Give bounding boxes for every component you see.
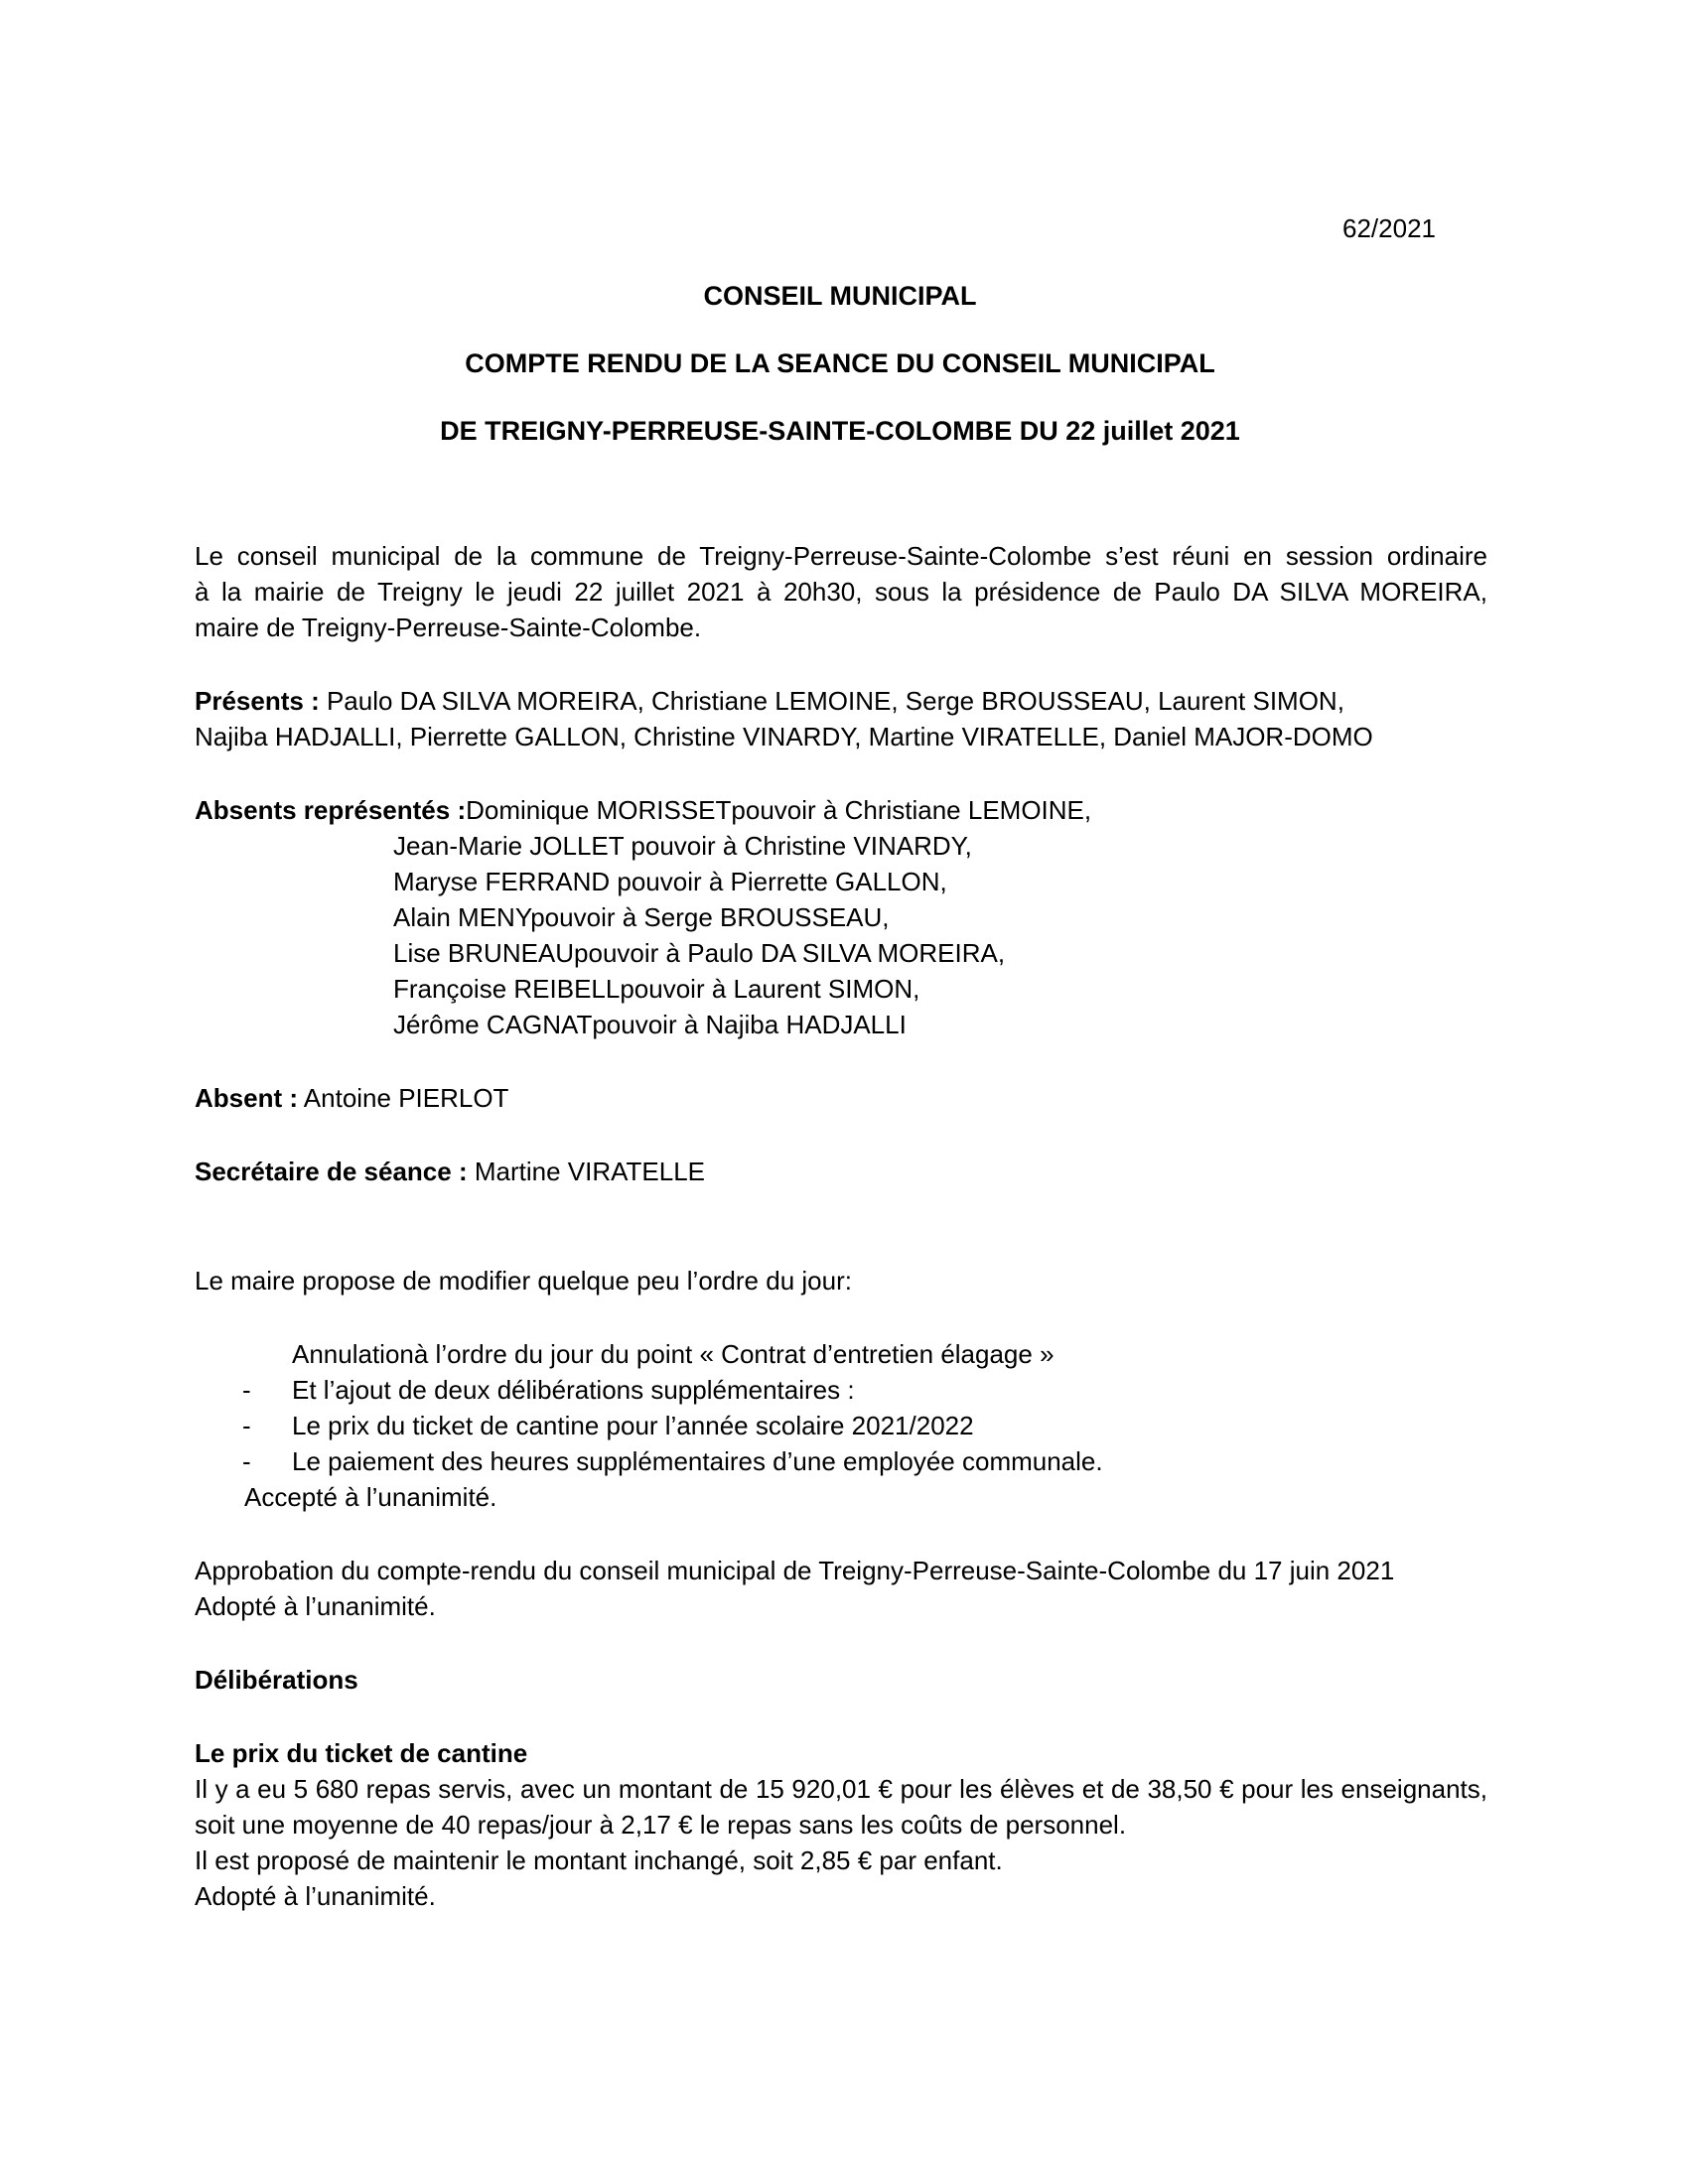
proxy-entry: Alain MENYpouvoir à Serge BROUSSEAU, <box>393 902 890 932</box>
presents-line <box>195 683 1487 719</box>
list-bullet <box>195 1336 292 1372</box>
secretaire-line <box>195 1154 1487 1189</box>
secretaire-name: Martine VIRATELLE <box>467 1157 706 1186</box>
absents-representes-line <box>195 792 1487 828</box>
absents-representes-label: Absents représentés : <box>195 795 467 825</box>
proxy-entry: Lise BRUNEAUpouvoir à Paulo DA SILVA MOREIRA, <box>393 938 1006 968</box>
deliberations-heading-text: Délibérations <box>195 1665 358 1695</box>
secretaire-label: Secrétaire de séance : <box>195 1157 468 1186</box>
agenda-list <box>195 1336 1487 1515</box>
absent-label: Absent : <box>195 1083 298 1113</box>
agenda-item-text: Annulationà l’ordre du jour du point « Contrat d’entretien élagage » <box>292 1339 1055 1369</box>
document-subtitle-date: DE TREIGNY-PERREUSE-SAINTE-COLOMBE DU 22 juillet 2021 <box>440 416 1240 446</box>
intro-line: à la mairie de Treigny le jeudi 22 juillet 2021 à 20h30, sous la présidence de Paulo DA SILVA MOREIRA, <box>195 577 1487 607</box>
presents-section <box>195 683 1487 754</box>
list-bullet: - <box>242 1375 251 1405</box>
proxy-entry: Jean-Marie JOLLET pouvoir à Christine VINARDY, <box>393 831 972 861</box>
agenda-item <box>195 1443 1487 1479</box>
absent-name: Antoine PIERLOT <box>298 1083 509 1113</box>
agenda-result: Accepté à l’unanimité. <box>244 1482 497 1512</box>
cantine-section <box>195 1735 1487 1914</box>
presents-line: Najiba HADJALLI, Pierrette GALLON, Christine VINARDY, Martine VIRATELLE, Daniel MAJOR-DOMO <box>195 722 1373 751</box>
approbation-result: Adopté à l’unanimité. <box>195 1591 436 1621</box>
deliberations-heading <box>195 1662 1487 1698</box>
cantine-heading <box>195 1735 1487 1771</box>
document-subtitle: COMPTE RENDU DE LA SEANCE DU CONSEIL MUNICIPAL <box>465 348 1215 378</box>
proxy-entry: Françoise REIBELLpouvoir à Laurent SIMON, <box>393 974 920 1004</box>
agenda-item <box>195 1372 1487 1408</box>
cantine-result: Adopté à l’unanimité. <box>195 1881 436 1911</box>
approbation-line: Approbation du compte-rendu du conseil municipal de Treigny-Perreuse-Sainte-Colombe du 17 juin 2021 <box>195 1556 1395 1585</box>
agenda-intro: Le maire propose de modifier quelque peu l’ordre du jour: <box>195 1266 852 1296</box>
presents-label: Présents : <box>195 686 320 716</box>
intro-line: maire de Treigny-Perreuse-Sainte-Colombe. <box>195 613 702 642</box>
presents-names: Paulo DA SILVA MOREIRA, Christiane LEMOINE, Serge BROUSSEAU, Laurent SIMON, <box>319 686 1344 716</box>
intro-paragraph <box>195 538 1487 645</box>
cantine-paragraph: Il y a eu 5 680 repas servis, avec un montant de 15 920,01 € pour les élèves et de 38,50 € pour les enseignants, soit une moyenne de 40 repas/jour à 2,17 € le repas sans les coûts de personnel. <box>195 1774 1487 1840</box>
absents-representes-section <box>195 792 1487 1042</box>
document-title: CONSEIL MUNICIPAL <box>703 281 977 311</box>
agenda-item-text: Le paiement des heures supplémentaires d’une employée communale. <box>292 1446 1103 1476</box>
deliberation-number: 62/2021 <box>1342 213 1436 243</box>
agenda-item-text: Le prix du ticket de cantine pour l’année scolaire 2021/2022 <box>292 1411 974 1440</box>
proxy-entry: Maryse FERRAND pouvoir à Pierrette GALLON, <box>393 867 947 896</box>
agenda-item-text: Et l’ajout de deux délibérations supplémentaires : <box>292 1375 855 1405</box>
approbation-section <box>195 1553 1487 1624</box>
agenda-item <box>195 1336 1487 1372</box>
cantine-heading-text: Le prix du ticket de cantine <box>195 1738 528 1768</box>
cantine-proposal: Il est proposé de maintenir le montant inchangé, soit 2,85 € par enfant. <box>195 1845 1003 1875</box>
proxy-entry: Jérôme CAGNATpouvoir à Najiba HADJALLI <box>393 1010 907 1039</box>
intro-line: Le conseil municipal de la commune de Treigny-Perreuse-Sainte-Colombe s’est réuni en session ordinaire <box>195 541 1487 571</box>
agenda-item <box>195 1408 1487 1443</box>
list-bullet: - <box>242 1446 251 1476</box>
document-body <box>195 538 1487 1914</box>
list-bullet: - <box>242 1411 251 1440</box>
proxy-entry: Dominique MORISSETpouvoir à Christiane LEMOINE, <box>466 795 1092 825</box>
absent-line <box>195 1080 1487 1116</box>
